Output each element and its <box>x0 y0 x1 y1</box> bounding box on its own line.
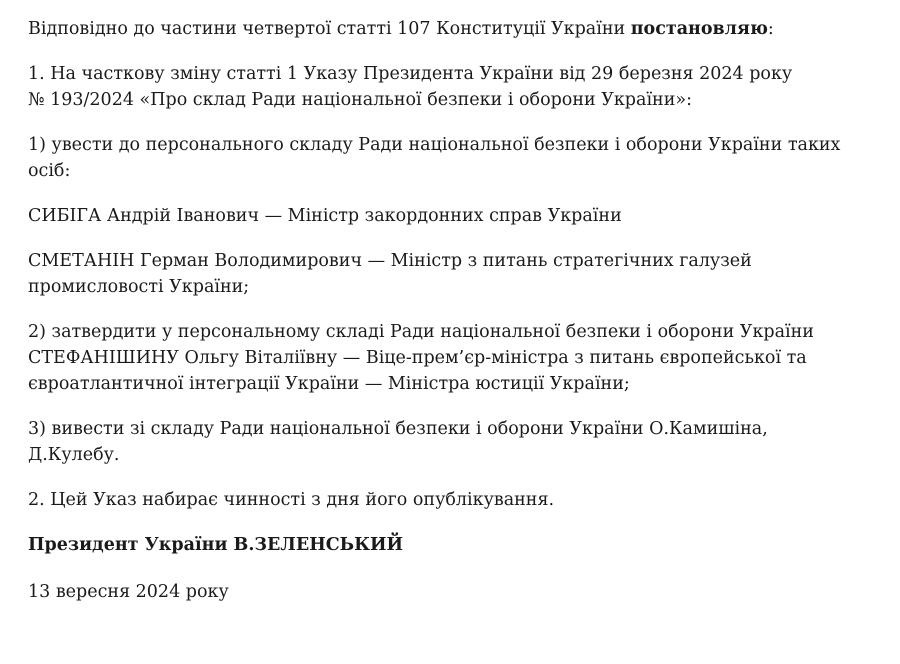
person-2-line-1: СМЕТАНІН Герман Володимирович — Міністр з питань стратегічних галузей <box>28 251 752 271</box>
subitem-2-line-1: 2) затвердити у персональному складі Ради національної безпеки і оборони України <box>28 322 814 342</box>
subitem-2-line-2: СТЕФАНІШИНУ Ольгу Віталіївну — Віце-прем’єр-міністра з питань європейської та <box>28 348 807 368</box>
subitem-1-line-2: осіб: <box>28 161 71 181</box>
person-1-paragraph <box>28 203 888 229</box>
subitem-3-line-2: Д.Кулебу. <box>28 445 120 465</box>
signature: Президент України В.ЗЕЛЕНСЬКИЙ <box>28 535 404 555</box>
preamble-resolve-word: постановляю <box>630 19 768 39</box>
signature-paragraph <box>28 532 888 558</box>
preamble-text: Відповідно до частини четвертої статті 107 Конституції України <box>28 19 631 39</box>
item-1-line-1: 1. На часткову зміну статті 1 Указу Президента України від 29 березня 2024 року <box>28 64 793 84</box>
person-2-paragraph <box>28 248 888 300</box>
subitem-3-paragraph <box>28 416 888 468</box>
subitem-3-line-1: 3) вивести зі складу Ради національної безпеки і оборони України О.Камишіна, <box>28 419 768 439</box>
subitem-2-paragraph <box>28 319 888 397</box>
subitem-1-paragraph <box>28 132 888 184</box>
item-1-line-2: № 193/2024 «Про склад Ради національної безпеки і оборони України»: <box>28 90 692 110</box>
person-1-line-1: СИБІГА Андрій Іванович — Міністр закордонних справ України <box>28 206 622 226</box>
decree-date: 13 вересня 2024 року <box>28 582 229 602</box>
item-2-paragraph <box>28 487 888 513</box>
decree-document <box>28 16 888 605</box>
item-2-line-1: 2. Цей Указ набирає чинності з дня його опублікування. <box>28 490 555 510</box>
subitem-1-line-1: 1) увести до персонального складу Ради національної безпеки і оборони України таких <box>28 135 841 155</box>
preamble-paragraph <box>28 16 888 42</box>
item-1-paragraph <box>28 61 888 113</box>
person-2-line-2: промисловості України; <box>28 277 250 297</box>
preamble-colon: : <box>767 19 774 39</box>
date-paragraph <box>28 579 888 605</box>
subitem-2-line-3: євроатлантичної інтеграції України — Міністра юстиції України; <box>28 374 630 394</box>
